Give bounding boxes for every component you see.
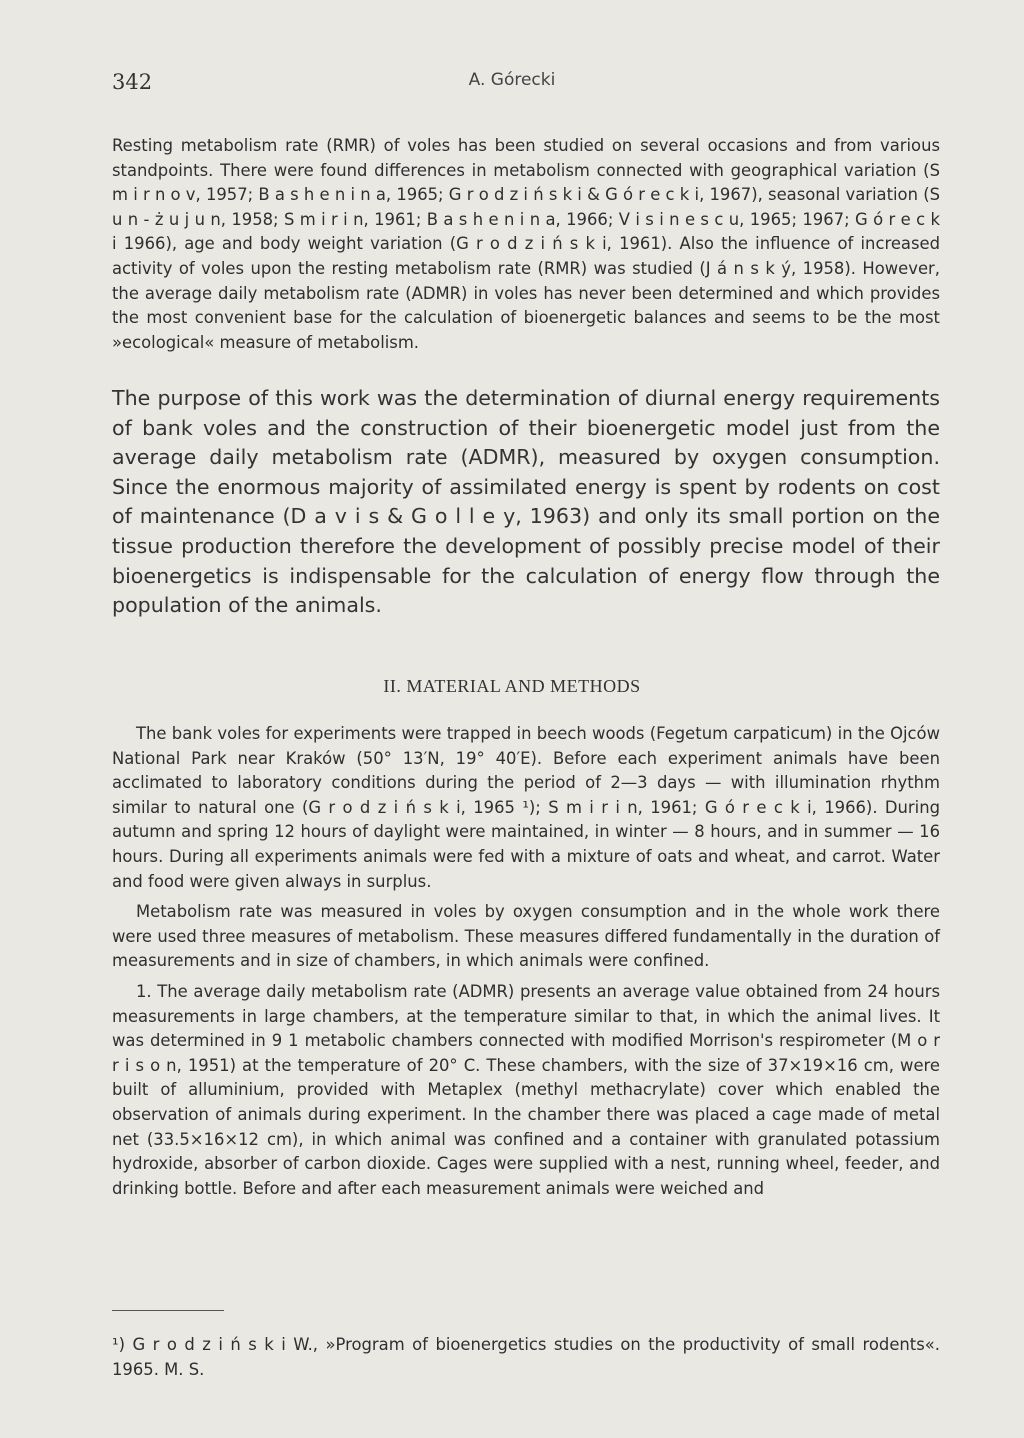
running-head-author: A. Górecki [468,70,556,90]
paragraph-resting-metabolism: Resting metabolism rate (RMR) of voles has been studied on several occasions and from various standpoints. There were found differences in metabolism connected with geographical variation (S m i r n o v, 1957; B a s h e n i n a, 1965; G r o d z i ń s k i & G ó r e c k i, 1967), seasonal variation (S u n - ż u j u n, 1958; S m i r i n, 1961; B a s h e n i n a, 1966; V i s i n e s c u, 1965; 1967; G ó r e c k i 1966), age and body weight variation (G r o d z i ń s k i, 1961). Also the influence of increased activity of voles upon the resting metabolism rate (RMR) was studied (J á n s k ý, 1958). However, the average daily metabolism rate (ADMR) in voles has never been determined and which provides the most convenient base for the calculation of bioenergetic balances and seems to be the most »ecological« measure of metabolism. [112,136,940,352]
paragraph-purpose: The purpose of this work was the determination of diurnal energy requirements of bank voles and the construction of their bioenergetic model just from the average daily metabolism rate (ADMR), measured by oxygen consumption. Since the enormous majority of assimilated energy is spent by rodents on cost of maintenance (D a v i s & G o l l e y, 1963) and only its small portion on the tissue production therefore the development of possibly precise model of their bioenergetics is indispensable for the calculation of energy flow through the population of the animals. [112,386,940,618]
paragraph-bank-voles: The bank voles for experiments were trapped in beech woods (Fegetum carpaticum) in the Ojców National Park near Kraków (50° 13′N, 19° 40′E). Before each experiment animals have been acclimated to laboratory conditions during the period of 2—3 days — with illumination rhythm similar to natural one (G r o d z i ń s k i, 1965 ¹); S m i r i n, 1961; G ó r e c k i, 1966). During autumn and spring 12 hours of daylight were maintained, in winter — 8 hours, and in summer — 16 hours. During all experiments animals were fed with a mixture of oats and wheat, and carrot. Water and food were given always in surplus. [112,724,940,891]
footnote-divider [112,1310,224,1311]
paragraph-metabolism-rate: Metabolism rate was measured in voles by oxygen consumption and in the whole work there were used three measures of metabolism. These measures differed fundamentally in the duration of measurements and in size of chambers, in which animals were confined. [112,902,940,971]
intro-paragraph-block [112,134,940,355]
methods-paragraph-block [112,722,940,1201]
page-number: 342 [112,70,153,94]
section-heading: II. MATERIAL AND METHODS [383,676,641,696]
footnote: ¹) G r o d z i ń s k i W., »Program of bioenergetics studies on the productivity of small rodents«. 1965. M. S. [112,1335,940,1379]
purpose-paragraph-block [112,384,940,621]
paragraph-admr: 1. The average daily metabolism rate (ADMR) presents an average value obtained from 24 hours measurements in large chambers, at the temperature similar to that, in which the animal lives. It was determined in 9 1 metabolic chambers connected with modified Morrison's respirometer (M o r r i s o n, 1951) at the temperature of 20° C. These chambers, with the size of 37×19×16 cm, were built of alluminium, provided with Metaplex (methyl methacrylate) cover which enabled the observation of animals during experiment. In the chamber there was placed a cage made of metal net (33.5×16×12 cm), in which animal was confined and a container with granulated potassium hydroxide, absorber of carbon dioxide. Cages were supplied with a nest, running wheel, feeder, and drinking bottle. Before and after each measurement animals were weiched and [112,981,940,1198]
